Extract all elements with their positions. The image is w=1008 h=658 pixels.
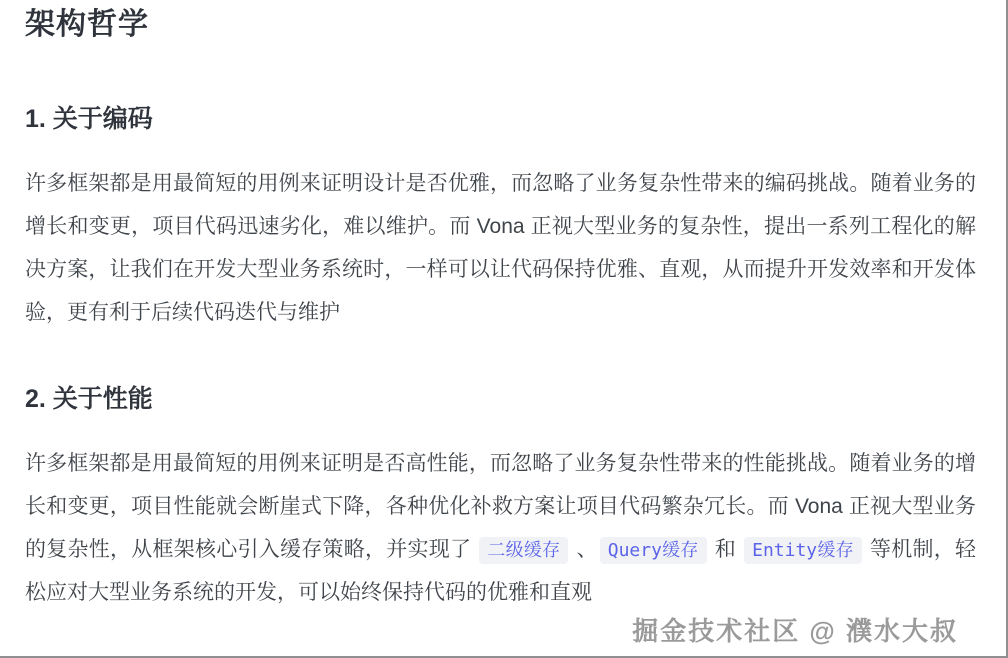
inline-code-entity-cache: Entity缓存 [744, 537, 862, 564]
performance-text-run-1: 许多框架都是用最简短的用例来证明是否高性能，而忽略了业务复杂性带来的性能挑战。随着业务的增长和变更，项目性能就会断崖式下降，各种优化补救方案让项目代码繁杂冗长。而 Vona 正视大型业务的复杂性，从框架核心引入缓存策略，并实现了 [25, 452, 976, 561]
inline-code-query-cache: Query缓存 [600, 537, 707, 564]
performance-text-run-3: 和 [708, 538, 743, 561]
section-heading-coding: 1. 关于编码 [25, 105, 153, 133]
paragraph-coding: 许多框架都是用最简短的用例来证明设计是否优雅，而忽略了业务复杂性带来的编码挑战。随着业务的增长和变更，项目代码迅速劣化，难以维护。而 Vona 正视大型业务的复杂性，提出一系列工程化的解决方案，让我们在开发大型业务系统时，一样可以让代码保持优雅、直观，从而提升开发效率和开发体验，更有利于后续代码迭代与维护 [25, 172, 976, 324]
watermark: 掘金技术社区 @ 濮水大叔 [632, 616, 958, 646]
paragraph-performance [25, 442, 976, 614]
article-title: 架构哲学 [25, 8, 149, 41]
section-heading-performance: 2. 关于性能 [25, 385, 153, 413]
inline-code-secondary-cache: 二级缓存 [479, 537, 568, 564]
performance-text-run-2: 、 [570, 538, 598, 561]
performance-text-run-4: 等机制，轻松应对大型业务系统的开发，可以始终保持代码的优雅和直观 [25, 538, 977, 604]
